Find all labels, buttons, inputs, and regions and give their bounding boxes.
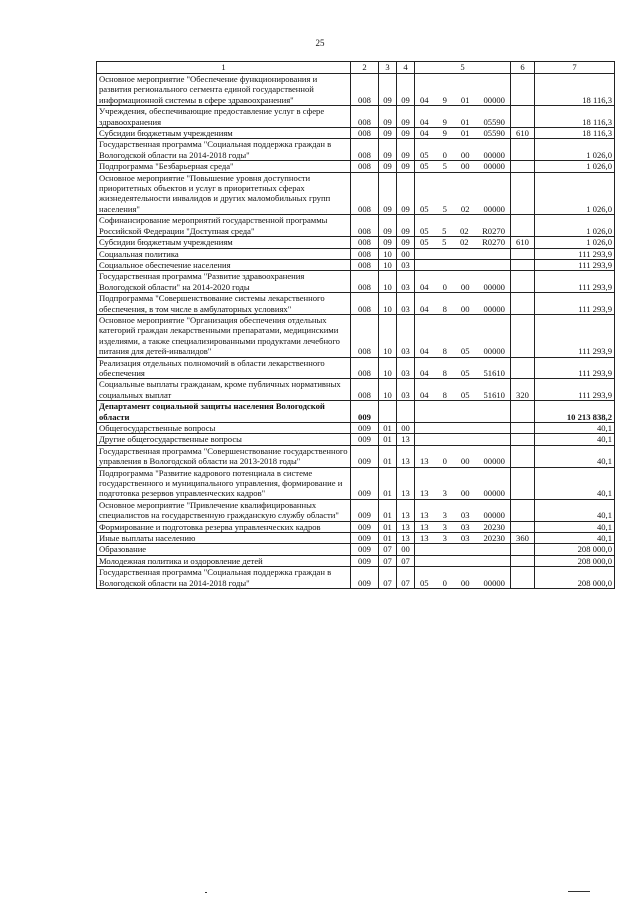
target-article-part: 5 <box>442 237 447 248</box>
table-row <box>97 555 615 566</box>
row-amount: 18 116,3 <box>535 74 615 106</box>
row-amount: 18 116,3 <box>535 128 615 139</box>
row-expense-type <box>511 161 535 172</box>
row-name: Основное мероприятие "Привлечение квалифицированных специалистов на государственную гражданскую службу области" <box>97 499 351 521</box>
target-article-part: 00 <box>460 281 470 292</box>
row-subsection-code: 09 <box>397 215 415 237</box>
row-target-article <box>415 161 511 172</box>
row-ministry-code: 008 <box>351 215 379 237</box>
row-expense-type: 610 <box>511 128 535 139</box>
target-article-part: 3 <box>442 521 447 532</box>
target-article-part: 0 <box>442 577 447 588</box>
table-row <box>97 271 615 293</box>
table-row <box>97 259 615 270</box>
target-article-part: 04 <box>420 367 429 378</box>
row-ministry-code: 008 <box>351 172 379 215</box>
column-header: 3 <box>379 62 397 74</box>
row-ministry-code: 008 <box>351 237 379 248</box>
target-article-part: 02 <box>459 225 469 236</box>
row-target-article <box>415 521 511 532</box>
table-row <box>97 237 615 248</box>
row-name: Основное мероприятие "Организация обеспечения отдельных категорий граждан лекарственными препаратами, медицинскими изделиями, а также специализированными продуктами лечебного питания для детей-инвалидов" <box>97 314 351 357</box>
row-subsection-code: 13 <box>397 467 415 499</box>
row-section-code: 10 <box>379 248 397 259</box>
row-subsection-code: 09 <box>397 139 415 161</box>
row-target-article <box>415 172 511 215</box>
row-target-article <box>415 293 511 315</box>
table-row <box>97 161 615 172</box>
row-amount: 111 293,9 <box>535 293 615 315</box>
target-article-part: 01 <box>460 116 470 127</box>
target-article-part: R0270 <box>482 225 505 236</box>
row-target-article <box>415 445 511 467</box>
row-subsection-code: 03 <box>397 314 415 357</box>
row-ministry-code: 008 <box>351 293 379 315</box>
row-amount: 18 116,3 <box>535 106 615 128</box>
row-section-code: 01 <box>379 467 397 499</box>
row-name: Подпрограмма "Безбарьерная среда" <box>97 161 351 172</box>
row-ministry-code: 009 <box>351 434 379 445</box>
row-target-article <box>415 555 511 566</box>
target-article-part: 05 <box>420 237 429 248</box>
target-article-part: 05 <box>420 203 429 214</box>
row-ministry-code: 008 <box>351 271 379 293</box>
row-name: Иные выплаты населению <box>97 533 351 544</box>
row-target-article <box>415 499 511 521</box>
target-article-part: 00000 <box>483 149 505 160</box>
table-row <box>97 544 615 555</box>
row-subsection-code: 03 <box>397 259 415 270</box>
row-section-code: 01 <box>379 533 397 544</box>
row-name: Основное мероприятие "Повышение уровня доступности приоритетных объектов и услуг в приоритетных сферах жизнедеятельности инвалидов и других маломобильных групп населения" <box>97 172 351 215</box>
row-subsection-code: 13 <box>397 499 415 521</box>
row-name: Государственная программа "Совершенствование государственного управления в Вологодской области на 2013-2018 годы" <box>97 445 351 467</box>
target-article-part: 0 <box>442 456 447 467</box>
target-article-part: 5 <box>442 225 447 236</box>
row-subsection-code: 00 <box>397 423 415 434</box>
row-ministry-code: 008 <box>351 128 379 139</box>
row-subsection-code: 07 <box>397 567 415 589</box>
target-article-part: 02 <box>459 237 469 248</box>
row-amount: 111 293,9 <box>535 271 615 293</box>
row-subsection-code: 03 <box>397 271 415 293</box>
table-row <box>97 293 615 315</box>
row-subsection-code: 13 <box>397 533 415 544</box>
row-subsection-code: 09 <box>397 74 415 106</box>
target-article-part: 01 <box>460 94 470 105</box>
row-ministry-code: 009 <box>351 567 379 589</box>
row-name: Общегосударственные вопросы <box>97 423 351 434</box>
table-row <box>97 128 615 139</box>
row-expense-type <box>511 401 535 423</box>
row-name: Основное мероприятие "Обеспечение функционирования и развития регионального сегмента единой государственной информационной системы в сфере здравоохранения" <box>97 74 351 106</box>
target-article-part: 5 <box>442 161 447 172</box>
row-expense-type: 320 <box>511 379 535 401</box>
row-ministry-code: 009 <box>351 467 379 499</box>
target-article-part: 5 <box>442 203 447 214</box>
target-article-part: 00000 <box>483 281 505 292</box>
row-subsection-code: 13 <box>397 445 415 467</box>
target-article-part: 03 <box>460 533 470 544</box>
table-row <box>97 357 615 379</box>
header-row <box>97 62 615 74</box>
target-article-part: 04 <box>420 281 429 292</box>
row-ministry-code: 008 <box>351 248 379 259</box>
target-article-part: 00000 <box>483 161 505 172</box>
row-amount: 111 293,9 <box>535 248 615 259</box>
row-target-article <box>415 128 511 139</box>
row-section-code: 10 <box>379 314 397 357</box>
target-article-part: 8 <box>442 389 447 400</box>
row-ministry-code: 008 <box>351 357 379 379</box>
table-body <box>97 74 615 589</box>
row-expense-type <box>511 172 535 215</box>
target-article-part: 8 <box>442 303 447 314</box>
row-expense-type <box>511 445 535 467</box>
target-article-part: 00000 <box>483 488 505 499</box>
column-header: 6 <box>511 62 535 74</box>
target-article-part: 51610 <box>483 389 505 400</box>
row-name: Реализация отдельных полномочий в области лекарственного обеспечения <box>97 357 351 379</box>
row-name: Образование <box>97 544 351 555</box>
row-section-code: 09 <box>379 172 397 215</box>
row-name: Государственная программа "Социальная поддержка граждан в Вологодской области на 2014-2018 годы" <box>97 139 351 161</box>
row-amount: 111 293,9 <box>535 357 615 379</box>
row-target-article <box>415 357 511 379</box>
row-expense-type: 360 <box>511 533 535 544</box>
row-target-article <box>415 248 511 259</box>
row-expense-type <box>511 357 535 379</box>
row-name: Учреждения, обеспечивающие предоставление услуг в сфере здравоохранения <box>97 106 351 128</box>
target-article-part: 00000 <box>483 456 505 467</box>
row-target-article <box>415 314 511 357</box>
row-section-code: 10 <box>379 379 397 401</box>
row-section-code: 09 <box>379 237 397 248</box>
row-expense-type <box>511 293 535 315</box>
row-name: Социальное обеспечение населения <box>97 259 351 270</box>
row-amount: 40,1 <box>535 423 615 434</box>
target-article-part: 04 <box>420 389 429 400</box>
row-section-code: 07 <box>379 567 397 589</box>
target-article-part: 13 <box>420 510 429 521</box>
row-ministry-code: 009 <box>351 544 379 555</box>
row-expense-type <box>511 139 535 161</box>
target-article-part: 9 <box>442 128 447 139</box>
column-header: 2 <box>351 62 379 74</box>
target-article-part: 03 <box>460 510 470 521</box>
table-row <box>97 74 615 106</box>
table-row <box>97 139 615 161</box>
row-subsection-code: 13 <box>397 434 415 445</box>
row-section-code: 09 <box>379 128 397 139</box>
target-article-part: 00 <box>460 161 470 172</box>
row-name: Формирование и подготовка резерва управленческих кадров <box>97 521 351 532</box>
column-header: 5 <box>415 62 511 74</box>
row-expense-type <box>511 521 535 532</box>
row-amount: 111 293,9 <box>535 379 615 401</box>
target-article-part: 13 <box>420 456 429 467</box>
row-section-code: 09 <box>379 74 397 106</box>
row-name: Социальные выплаты гражданам, кроме публичных нормативных социальных выплат <box>97 379 351 401</box>
target-article-part: 8 <box>442 346 447 357</box>
column-header: 1 <box>97 62 351 74</box>
row-section-code: 07 <box>379 544 397 555</box>
target-article-part: 0 <box>442 281 447 292</box>
row-subsection-code: 00 <box>397 544 415 555</box>
row-subsection-code: 09 <box>397 128 415 139</box>
target-article-part: 13 <box>420 488 429 499</box>
row-name: Другие общегосударственные вопросы <box>97 434 351 445</box>
target-article-part: 00 <box>460 149 470 160</box>
target-article-part: 02 <box>460 203 470 214</box>
target-article-part: 00000 <box>483 303 505 314</box>
table-row <box>97 445 615 467</box>
row-amount: 40,1 <box>535 445 615 467</box>
row-amount: 1 026,0 <box>535 172 615 215</box>
target-article-part: R0270 <box>482 237 505 248</box>
row-ministry-code: 008 <box>351 379 379 401</box>
row-section-code <box>379 401 397 423</box>
target-article-part: 13 <box>420 533 429 544</box>
row-section-code: 09 <box>379 106 397 128</box>
row-expense-type <box>511 423 535 434</box>
budget-table <box>96 61 615 589</box>
target-article-part: 20230 <box>483 521 505 532</box>
row-ministry-code: 008 <box>351 314 379 357</box>
row-expense-type <box>511 259 535 270</box>
row-target-article <box>415 215 511 237</box>
target-article-part: 00000 <box>483 94 505 105</box>
target-article-part: 00 <box>460 488 470 499</box>
target-article-part: 51610 <box>483 367 505 378</box>
row-name: Подпрограмма "Развитие кадрового потенциала в системе государственного и муниципального управления, формирование и подготовка резервов управленческих кадров" <box>97 467 351 499</box>
row-target-article <box>415 423 511 434</box>
target-article-part: 04 <box>420 128 429 139</box>
row-subsection-code: 13 <box>397 521 415 532</box>
target-article-part: 05590 <box>483 116 505 127</box>
target-article-part: 3 <box>442 488 447 499</box>
row-expense-type <box>511 567 535 589</box>
row-target-article <box>415 533 511 544</box>
row-subsection-code: 07 <box>397 555 415 566</box>
table-row <box>97 401 615 423</box>
target-article-part: 04 <box>420 116 429 127</box>
table-row <box>97 499 615 521</box>
row-section-code: 01 <box>379 445 397 467</box>
row-ministry-code: 008 <box>351 161 379 172</box>
target-article-part: 05 <box>420 225 429 236</box>
row-name: Молодежная политика и оздоровление детей <box>97 555 351 566</box>
target-article-part: 04 <box>420 94 429 105</box>
target-article-part: 05 <box>460 367 470 378</box>
row-ministry-code: 008 <box>351 259 379 270</box>
row-amount: 208 000,0 <box>535 544 615 555</box>
target-article-part: 05 <box>420 149 429 160</box>
row-amount: 40,1 <box>535 467 615 499</box>
table-row <box>97 467 615 499</box>
target-article-part: 9 <box>442 94 447 105</box>
row-ministry-code: 009 <box>351 401 379 423</box>
row-target-article <box>415 401 511 423</box>
row-expense-type <box>511 467 535 499</box>
row-section-code: 07 <box>379 555 397 566</box>
row-name: Подпрограмма "Совершенствование системы лекарственного обеспечения, в том числе в амбулаторных условиях" <box>97 293 351 315</box>
row-section-code: 10 <box>379 293 397 315</box>
table-row <box>97 434 615 445</box>
row-subsection-code <box>397 401 415 423</box>
row-target-article <box>415 379 511 401</box>
row-ministry-code: 008 <box>351 74 379 106</box>
row-section-code: 01 <box>379 434 397 445</box>
row-expense-type <box>511 106 535 128</box>
row-amount: 40,1 <box>535 499 615 521</box>
row-subsection-code: 09 <box>397 106 415 128</box>
row-amount: 111 293,9 <box>535 314 615 357</box>
target-article-part: 04 <box>420 303 429 314</box>
target-article-part: 13 <box>420 521 429 532</box>
target-article-part: 9 <box>442 116 447 127</box>
row-target-article <box>415 74 511 106</box>
row-amount: 40,1 <box>535 533 615 544</box>
row-target-article <box>415 139 511 161</box>
row-ministry-code: 009 <box>351 423 379 434</box>
table-row <box>97 533 615 544</box>
row-subsection-code: 03 <box>397 379 415 401</box>
row-name: Софинансирование мероприятий государственной программы Российской Федерации "Доступная среда" <box>97 215 351 237</box>
footer-mark <box>205 892 207 893</box>
row-ministry-code: 008 <box>351 106 379 128</box>
row-ministry-code: 009 <box>351 521 379 532</box>
row-expense-type <box>511 499 535 521</box>
row-target-article <box>415 467 511 499</box>
row-expense-type <box>511 248 535 259</box>
row-target-article <box>415 544 511 555</box>
row-target-article <box>415 567 511 589</box>
row-expense-type <box>511 215 535 237</box>
target-article-part: 05 <box>460 389 470 400</box>
column-header: 7 <box>535 62 615 74</box>
target-article-part: 0 <box>442 149 447 160</box>
target-article-part: 05 <box>420 161 429 172</box>
row-amount: 40,1 <box>535 434 615 445</box>
row-target-article <box>415 271 511 293</box>
row-section-code: 09 <box>379 139 397 161</box>
target-article-part: 00 <box>460 303 470 314</box>
table-row <box>97 106 615 128</box>
row-subsection-code: 00 <box>397 248 415 259</box>
row-expense-type <box>511 271 535 293</box>
row-section-code: 01 <box>379 499 397 521</box>
row-subsection-code: 09 <box>397 237 415 248</box>
row-section-code: 10 <box>379 259 397 270</box>
row-amount: 1 026,0 <box>535 161 615 172</box>
row-subsection-code: 03 <box>397 357 415 379</box>
row-expense-type <box>511 544 535 555</box>
target-article-part: 03 <box>460 521 470 532</box>
row-ministry-code: 009 <box>351 555 379 566</box>
table-row <box>97 215 615 237</box>
row-section-code: 09 <box>379 161 397 172</box>
target-article-part: 00000 <box>483 346 505 357</box>
row-ministry-code: 009 <box>351 499 379 521</box>
row-expense-type <box>511 314 535 357</box>
page-number: 25 <box>315 38 325 48</box>
target-article-part: 00 <box>460 456 470 467</box>
table-row <box>97 567 615 589</box>
table-row <box>97 314 615 357</box>
target-article-part: 3 <box>442 510 447 521</box>
table-row <box>97 521 615 532</box>
row-amount: 1 026,0 <box>535 139 615 161</box>
row-expense-type <box>511 74 535 106</box>
row-target-article <box>415 259 511 270</box>
row-name: Государственная программа "Развитие здравоохранения Вологодской области" на 2014-2020 годы <box>97 271 351 293</box>
row-amount: 40,1 <box>535 521 615 532</box>
row-name: Социальная политика <box>97 248 351 259</box>
target-article-part: 00 <box>460 577 470 588</box>
table-row <box>97 248 615 259</box>
row-amount: 208 000,0 <box>535 567 615 589</box>
target-article-part: 00000 <box>483 577 505 588</box>
row-ministry-code: 009 <box>351 533 379 544</box>
row-section-code: 01 <box>379 521 397 532</box>
row-name: Государственная программа "Социальная поддержка граждан в Вологодской области на 2014-2018 годы" <box>97 567 351 589</box>
row-name: Субсидии бюджетным учреждениям <box>97 128 351 139</box>
table-row <box>97 379 615 401</box>
row-expense-type: 610 <box>511 237 535 248</box>
row-amount: 1 026,0 <box>535 237 615 248</box>
target-article-part: 05 <box>460 346 470 357</box>
row-amount: 208 000,0 <box>535 555 615 566</box>
target-article-part: 00000 <box>483 510 505 521</box>
row-target-article <box>415 237 511 248</box>
row-ministry-code: 008 <box>351 139 379 161</box>
target-article-part: 05590 <box>483 128 505 139</box>
row-name: Субсидии бюджетным учреждениям <box>97 237 351 248</box>
row-name: Департамент социальной защиты населения Вологодской области <box>97 401 351 423</box>
row-subsection-code: 09 <box>397 161 415 172</box>
row-section-code: 01 <box>379 423 397 434</box>
table-row <box>97 423 615 434</box>
row-section-code: 10 <box>379 357 397 379</box>
row-amount: 10 213 838,2 <box>535 401 615 423</box>
target-article-part: 00000 <box>483 203 505 214</box>
row-subsection-code: 03 <box>397 293 415 315</box>
target-article-part: 04 <box>420 346 429 357</box>
column-header: 4 <box>397 62 415 74</box>
row-section-code: 10 <box>379 271 397 293</box>
row-subsection-code: 09 <box>397 172 415 215</box>
row-ministry-code: 009 <box>351 445 379 467</box>
row-expense-type <box>511 434 535 445</box>
footer-mark <box>568 891 590 892</box>
target-article-part: 01 <box>460 128 470 139</box>
row-target-article <box>415 434 511 445</box>
row-expense-type <box>511 555 535 566</box>
table-row <box>97 172 615 215</box>
target-article-part: 8 <box>442 367 447 378</box>
row-amount: 1 026,0 <box>535 215 615 237</box>
row-section-code: 09 <box>379 215 397 237</box>
row-target-article <box>415 106 511 128</box>
row-amount: 111 293,9 <box>535 259 615 270</box>
target-article-part: 05 <box>420 577 429 588</box>
target-article-part: 20230 <box>483 533 505 544</box>
target-article-part: 3 <box>442 533 447 544</box>
